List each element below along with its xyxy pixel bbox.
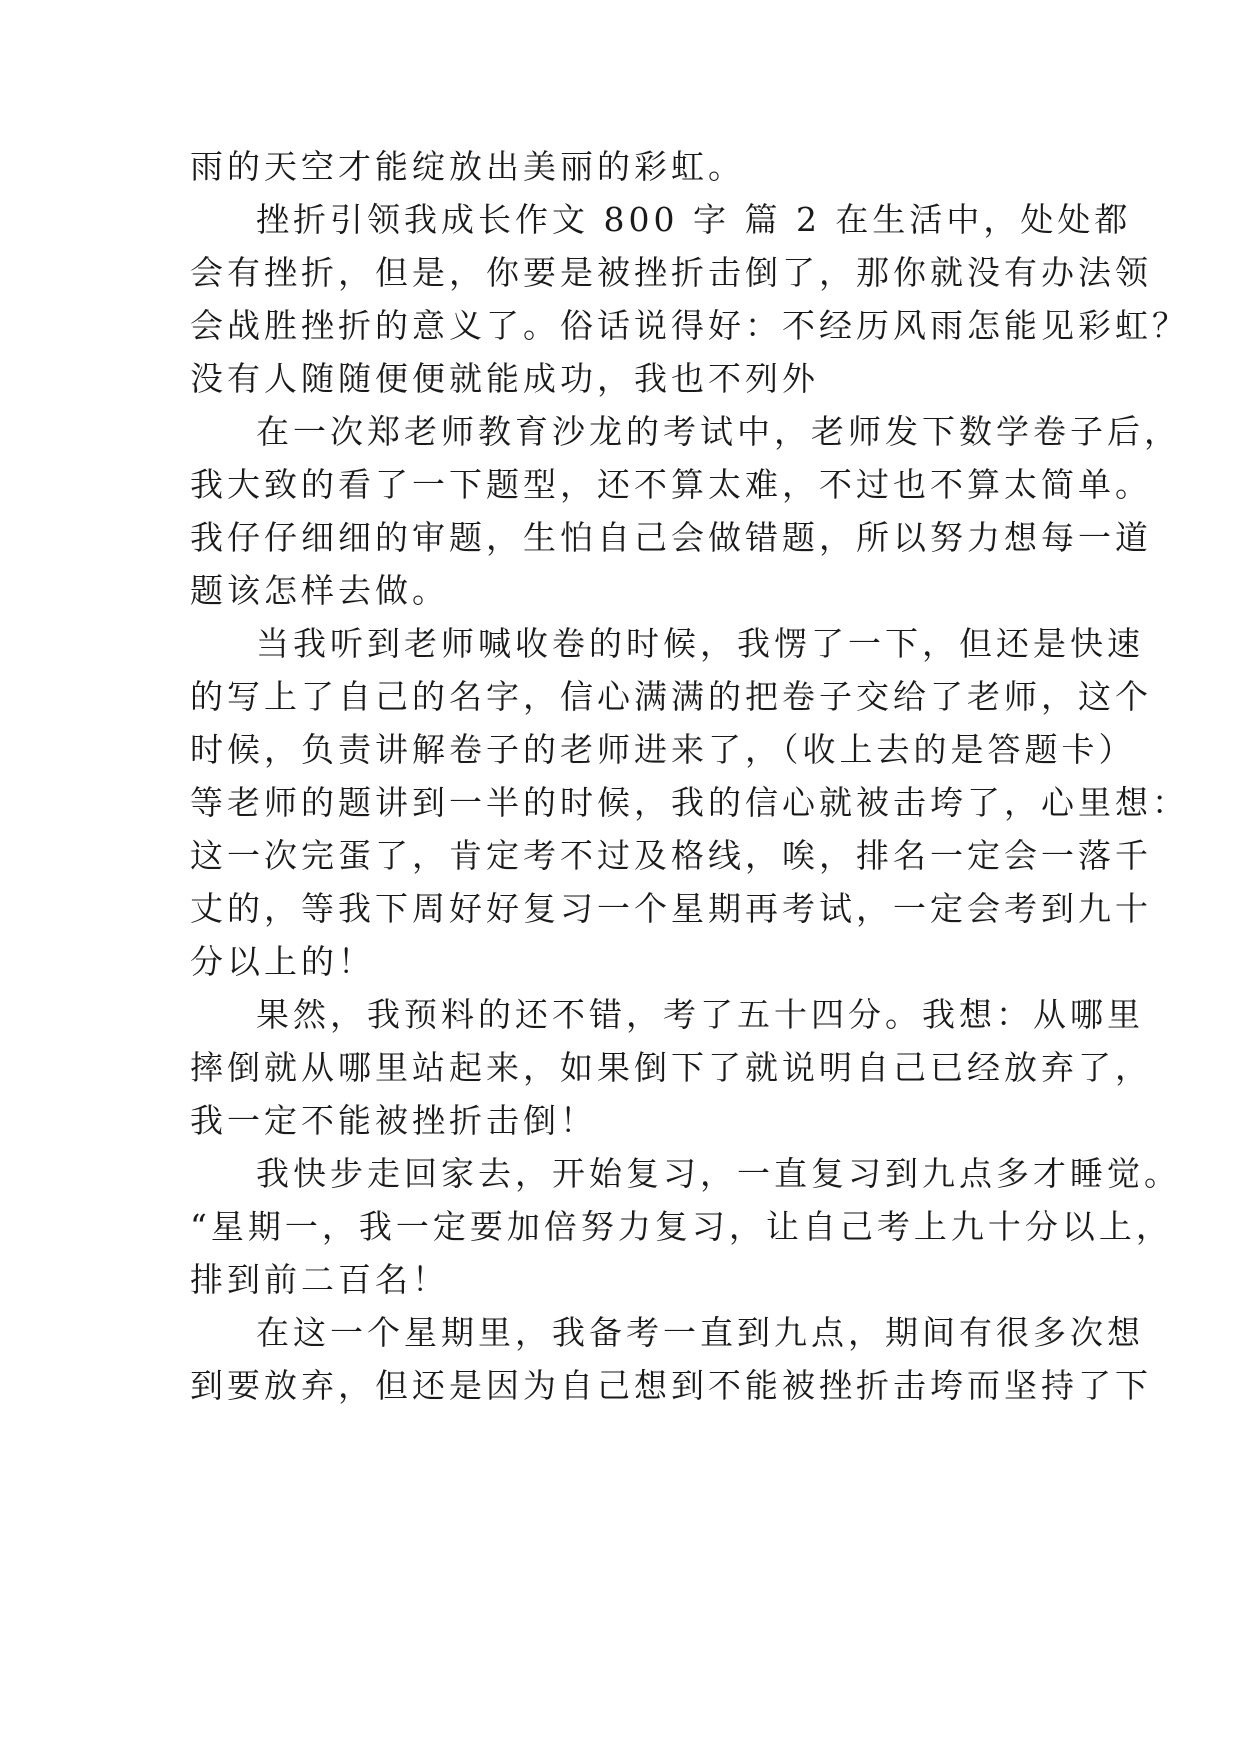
text-line: 会战胜挫折的意义了。俗话说得好：不经历风雨怎能见彩虹？ xyxy=(190,306,1189,345)
text-line: 我仔仔细细的审题，生怕自己会做错题，所以努力想每一道 xyxy=(190,518,1152,557)
text-line: 题该怎样去做。 xyxy=(190,571,449,610)
text-line: 我大致的看了一下题型，还不算太难，不过也不算太简单。 xyxy=(190,465,1152,504)
text-line: 在这一个星期里，我备考一直到九点，期间有很多次想 xyxy=(256,1313,1144,1352)
text-line: 这一次完蛋了，肯定考不过及格线，唉，排名一定会一落千 xyxy=(190,836,1152,875)
text-line: 当我听到老师喊收卷的时候，我愣了一下，但还是快速 xyxy=(256,624,1144,663)
text-line: 雨的天空才能绽放出美丽的彩虹。 xyxy=(190,147,745,186)
text-line: 时候，负责讲解卷子的老师进来了，（收上去的是答题卡） xyxy=(190,730,1136,769)
text-line: 没有人随随便便就能成功，我也不列外 xyxy=(190,359,819,398)
section-heading-line: 挫折引领我成长作文 800 字 篇 2 在生活中，处处都 xyxy=(256,200,1132,239)
text-line: 分以上的！ xyxy=(190,942,375,981)
text-line: 我一定不能被挫折击倒！ xyxy=(190,1101,597,1140)
text-line: 排到前二百名！ xyxy=(190,1260,449,1299)
text-line: 果然，我预料的还不错，考了五十四分。我想：从哪里 xyxy=(256,995,1144,1034)
text-line: 到要放弃，但还是因为自己想到不能被挫折击垮而坚持了下 xyxy=(190,1366,1152,1405)
text-line: 等老师的题讲到一半的时候，我的信心就被击垮了，心里想： xyxy=(190,783,1189,822)
text-line: 我快步走回家去，开始复习，一直复习到九点多才睡觉。 xyxy=(256,1154,1181,1193)
text-line: 在一次郑老师教育沙龙的考试中，老师发下数学卷子后， xyxy=(256,412,1181,451)
text-line: “星期一，我一定要加倍努力复习，让自己考上九十分以上， xyxy=(190,1207,1173,1246)
text-line: 丈的，等我下周好好复习一个星期再考试，一定会考到九十 xyxy=(190,889,1152,928)
text-line: 摔倒就从哪里站起来，如果倒下了就说明自己已经放弃了， xyxy=(190,1048,1152,1087)
text-line: 会有挫折，但是，你要是被挫折击倒了，那你就没有办法领 xyxy=(190,253,1152,292)
text-line: 的写上了自己的名字，信心满满的把卷子交给了老师，这个 xyxy=(190,677,1152,716)
